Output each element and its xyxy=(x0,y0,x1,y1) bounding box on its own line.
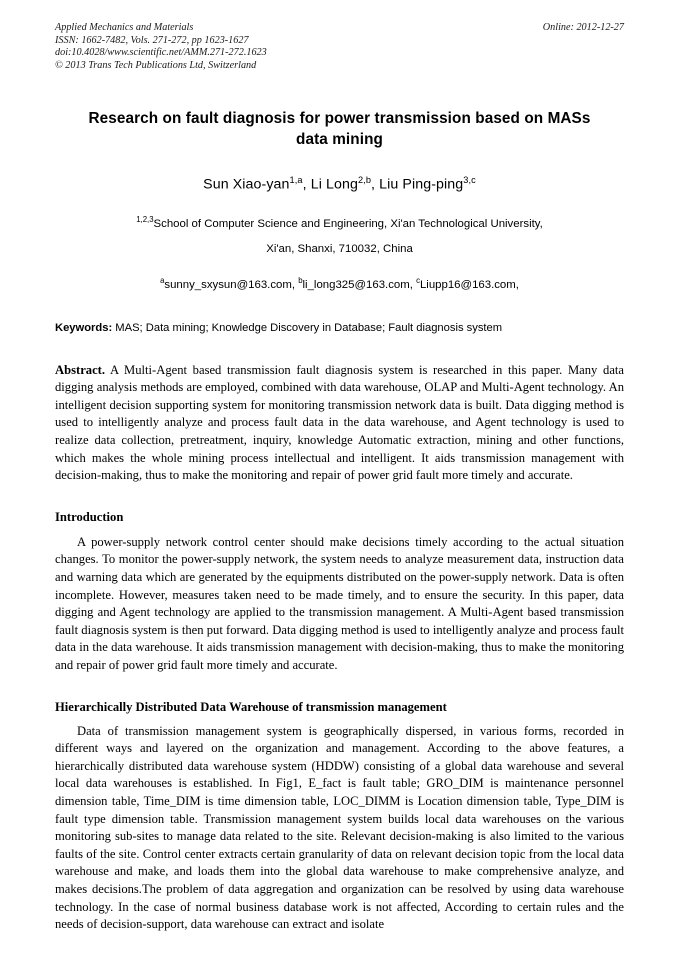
affiliation-marker: 1,2,3 xyxy=(136,215,154,225)
doi-line: doi:10.4028/www.scientific.net/AMM.271-272.1623 xyxy=(55,47,267,59)
abstract-block xyxy=(55,362,624,485)
email-address: sunny_sxysun@163.com, xyxy=(164,278,296,291)
affiliation-line-1 xyxy=(55,207,624,237)
author-separator: , xyxy=(302,177,311,194)
masthead-publication-info xyxy=(55,22,267,72)
abstract-label: Abstract. xyxy=(55,362,106,377)
section-heading-introduction: Introduction xyxy=(55,509,124,524)
masthead xyxy=(55,22,624,72)
author-affiliation-marker: 1,a xyxy=(289,175,303,186)
online-date: Online: 2012-12-27 xyxy=(542,22,624,33)
author-separator: , xyxy=(371,177,380,194)
author-affiliation-marker: 3,c xyxy=(463,175,476,186)
author-affiliation-marker: 2,b xyxy=(357,175,372,186)
author-name: Liu Ping-ping xyxy=(379,177,464,194)
page-title: Research on fault diagnosis for power transmission based on MASs data mining xyxy=(88,110,591,149)
section-heading-hddw: Hierarchically Distributed Data Warehouse of transmission management xyxy=(55,699,447,714)
email-address: li_long325@163.com, xyxy=(302,278,413,291)
copyright-line: © 2013 Trans Tech Publications Ltd, Switzerland xyxy=(55,59,257,71)
abstract-text: A Multi-Agent based transmission fault diagnosis system is researched in this paper. Many data digging analysis methods are employed, combined with data warehouse, OLAP and Multi-Agent technology. An intelligent decision supporting system for monitoring transmission network data is built. Data digging method is used to intelligently analyze and process fault data in the data warehouse, and Agent technology is used to realize data collection, pretreatment, inquiry, knowledge Automatic extraction, mining and other functions, which makes the whole mining process intellectual and intelligent. It aids transmission management with decision-making, thus to make the monitoring and repair of power grid fault more timely and accurate. xyxy=(55,362,624,483)
email-address: Liupp16@163.com, xyxy=(419,278,519,291)
issn-line: ISSN: 1662-7482, Vols. 271-272, pp 1623-1627 xyxy=(55,34,249,46)
journal-name: Applied Mechanics and Materials xyxy=(55,22,194,33)
email-marker: a xyxy=(160,275,165,285)
affiliation-text-1: School of Computer Science and Engineering, Xi'an Technological University, xyxy=(153,217,543,230)
email-marker: c xyxy=(416,275,420,285)
author-name: Sun Xiao-yan xyxy=(203,177,290,194)
affiliation-line-2: Xi'an, Shanxi, 710032, China xyxy=(266,242,413,255)
section-paragraph-introduction: A power-supply network control center should make decisions timely according to the actual situation changes. To monitor the power-supply network, the system needs to analyze measurement data, instruction data and warning data which are generated by the equipments distributed on the power-supply network. Data is often incomplete. However, measures taken need to be made timely, and to ensure the security. In this paper, data digging and Agent technology are applied to the transmission management. A Multi-Agent based transmission fault diagnosis system is then put forward. Data digging method is used to intelligently analyze and process fault data in the data warehouse. It aids transmission management with decision-making, thus to make the monitoring and repair of power grid fault more timely and accurate. xyxy=(55,534,624,673)
keywords-block xyxy=(55,321,624,336)
affiliation-block xyxy=(55,207,624,262)
keywords-text: MAS; Data mining; Knowledge Discovery in Database; Fault diagnosis system xyxy=(112,321,503,334)
keywords-label: Keywords: xyxy=(55,321,113,334)
section-paragraph-hddw: Data of transmission management system is geographically dispersed, in various forms, recorded in different ways and layered on the organization and management. According to the above features, a hierarchically distributed data warehouse system (HDDW) consisting of a global data warehouse and several local data warehouses is established. In Fig1, E_fact is fault table; GRO_DIM is maintenance personnel dimension table, Time_DIM is time dimension table, LOC_DIMM is Location dimension table, Type_DIM is fault type dimension table. Transmission management system builds local data warehouses on the various monitoring sub-sites to manage data related to the site. Relevant decision-making is also limited to the various faults of the site. Control center extracts certain granularity of data on relevant decision topic from the local data warehouse and make, and loads them into the global data warehouse to make comprehensive analyze, and makes decisions.The problem of data aggregation and organization can be resolved by using data warehouse technology. In the case of normal business database work is not affected, According to certain rules and the needs of decision-support, data warehouse can extract and isolate xyxy=(55,723,624,932)
email-list xyxy=(55,276,624,291)
author-name: Li Long xyxy=(310,177,358,194)
author-list xyxy=(55,175,624,193)
email-marker: b xyxy=(298,275,303,285)
